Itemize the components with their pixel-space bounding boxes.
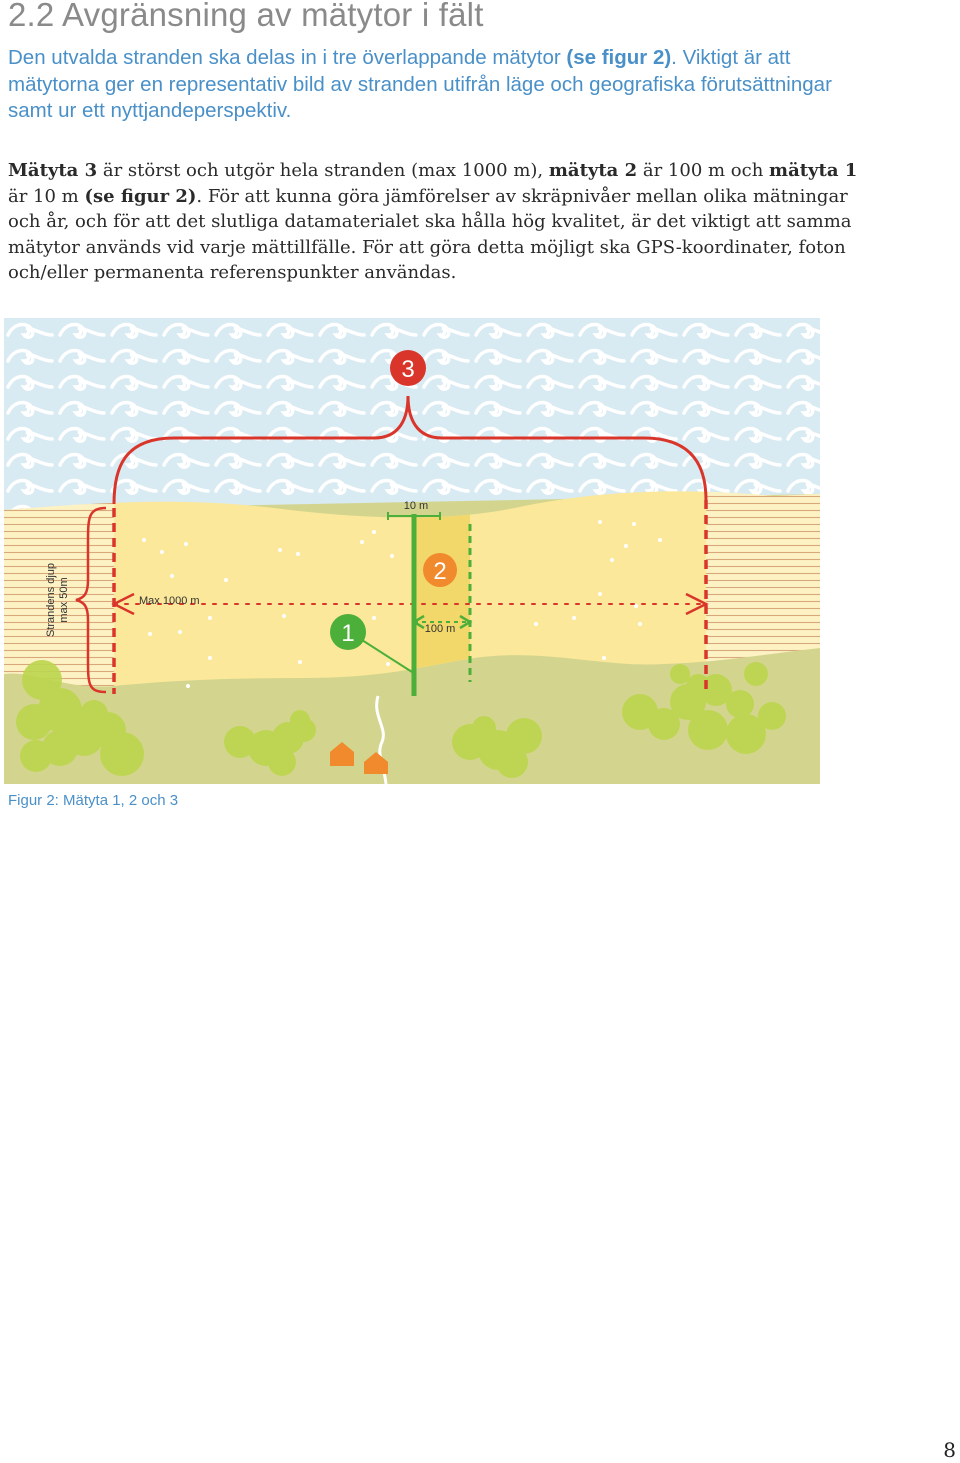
body-text-4: . För att kunna göra jämförelser av skräpnivåer mellan olika mätningar och år, och för att det slutliga datamaterialet ska hålla hög kvalitet, är det viktigt att samma mätytor används vid varje mättillfälle. För att göra detta möjligt ska GPS-koordinater, foton och/eller permanenta referenspunkter användas. bbox=[8, 185, 852, 283]
term-area-1: mätyta 1 bbox=[769, 160, 858, 181]
intro-text-2: . Viktigt är att mätytorna ger en representativ bild av stranden utifrån läge och geografiska förutsättningar samt ur ett nyttjandeperspektiv. bbox=[8, 46, 832, 122]
body-paragraph bbox=[8, 158, 868, 286]
beach-diagram-svg bbox=[4, 318, 820, 784]
body-figure-ref: (se figur 2) bbox=[84, 185, 197, 207]
area-3-number: 3 bbox=[401, 356, 415, 383]
area-1-number: 1 bbox=[341, 620, 355, 647]
figure-caption: Figur 2: Mätyta 1, 2 och 3 bbox=[8, 792, 179, 809]
label-max-1000m: Max 1000 m bbox=[139, 595, 200, 607]
body-text-3: är 10 m bbox=[8, 185, 85, 207]
term-area-2: mätyta 2 bbox=[548, 160, 638, 181]
depth-label-line-1: Strandens djup bbox=[45, 563, 57, 637]
body-text-2: är 100 m och bbox=[637, 160, 770, 181]
beach-diagram bbox=[4, 318, 820, 784]
intro-text-1: Den utvalda stranden ska delas in i tre överlappande mätytor bbox=[8, 46, 567, 69]
depth-label-line-2: max 50m bbox=[58, 577, 70, 623]
section-heading: 2.2 Avgränsning av mätytor i fält bbox=[8, 0, 484, 33]
area-2-number: 2 bbox=[433, 558, 447, 585]
intro-paragraph bbox=[8, 45, 838, 125]
page-number: 8 bbox=[943, 1438, 956, 1462]
label-100m: 100 m bbox=[424, 623, 456, 635]
intro-figure-ref: (se figur 2) bbox=[566, 46, 672, 69]
term-area-3: Mätyta 3 bbox=[8, 160, 98, 181]
body-text-1: är störst och utgör hela stranden (max 1000 m), bbox=[97, 160, 549, 181]
label-10m: 10 m bbox=[403, 500, 429, 512]
